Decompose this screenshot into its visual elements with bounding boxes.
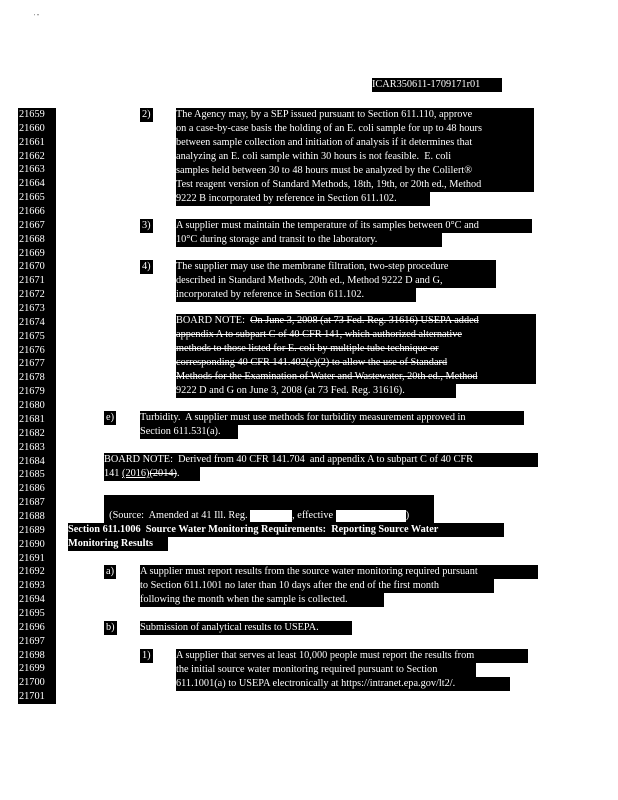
line-number: 21664 xyxy=(18,177,56,191)
line-number: 21697 xyxy=(18,635,56,649)
line-number: 21682 xyxy=(18,427,56,441)
line-number: 21689 xyxy=(18,524,56,538)
line-number: 21681 xyxy=(18,413,56,427)
line-number: 21687 xyxy=(18,496,56,510)
line-number: 21668 xyxy=(18,233,56,247)
line-number: 21666 xyxy=(18,205,56,219)
line-number: 21659 xyxy=(18,108,56,122)
line-number: 21662 xyxy=(18,150,56,164)
line-number: 21674 xyxy=(18,316,56,330)
paragraph-4-label: 4) xyxy=(142,261,151,272)
paragraph-e-label: e) xyxy=(106,412,114,423)
line-number: 21663 xyxy=(18,163,56,177)
paragraph-2-label: 2) xyxy=(142,109,151,120)
line-number: 21672 xyxy=(18,288,56,302)
line-number: 21699 xyxy=(18,662,56,676)
line-number: 21691 xyxy=(18,552,56,566)
paragraph-b1-label: 1) xyxy=(142,650,151,661)
line-number: 21678 xyxy=(18,371,56,385)
paragraph-b-label: b) xyxy=(106,622,115,633)
line-number: 21686 xyxy=(18,482,56,496)
line-number: 21679 xyxy=(18,385,56,399)
line-number: 21671 xyxy=(18,274,56,288)
paragraph-b: Submission of analytical results to USEPA. xyxy=(140,621,352,635)
line-number: 21688 xyxy=(18,510,56,524)
line-number: 21667 xyxy=(18,219,56,233)
line-number: 21673 xyxy=(18,302,56,316)
line-number: 21693 xyxy=(18,579,56,593)
line-number: 21694 xyxy=(18,593,56,607)
paragraph-a-label: a) xyxy=(106,566,114,577)
line-number: 21683 xyxy=(18,441,56,455)
line-number: 21680 xyxy=(18,399,56,413)
line-number: 21698 xyxy=(18,649,56,663)
line-number: 21675 xyxy=(18,330,56,344)
line-number: 21669 xyxy=(18,247,56,261)
line-number: 21676 xyxy=(18,344,56,358)
line-number: 21700 xyxy=(18,676,56,690)
paragraph-3-label: 3) xyxy=(142,220,151,231)
line-number: 21677 xyxy=(18,357,56,371)
line-number: 21701 xyxy=(18,690,56,704)
line-number: 21670 xyxy=(18,260,56,274)
scan-marks: ' " xyxy=(34,14,40,20)
line-number: 21695 xyxy=(18,607,56,621)
line-number: 21660 xyxy=(18,122,56,136)
line-number: 21665 xyxy=(18,191,56,205)
line-number: 21696 xyxy=(18,621,56,635)
document-code: ICAR350611-1709171r01 xyxy=(372,78,502,92)
line-number: 21661 xyxy=(18,136,56,150)
line-number: 21685 xyxy=(18,468,56,482)
line-number: 21684 xyxy=(18,455,56,469)
line-number: 21690 xyxy=(18,538,56,552)
line-number: 21692 xyxy=(18,565,56,579)
source-note: (Source: Amended at 41 Ill. Reg. , effective ) xyxy=(104,495,434,523)
